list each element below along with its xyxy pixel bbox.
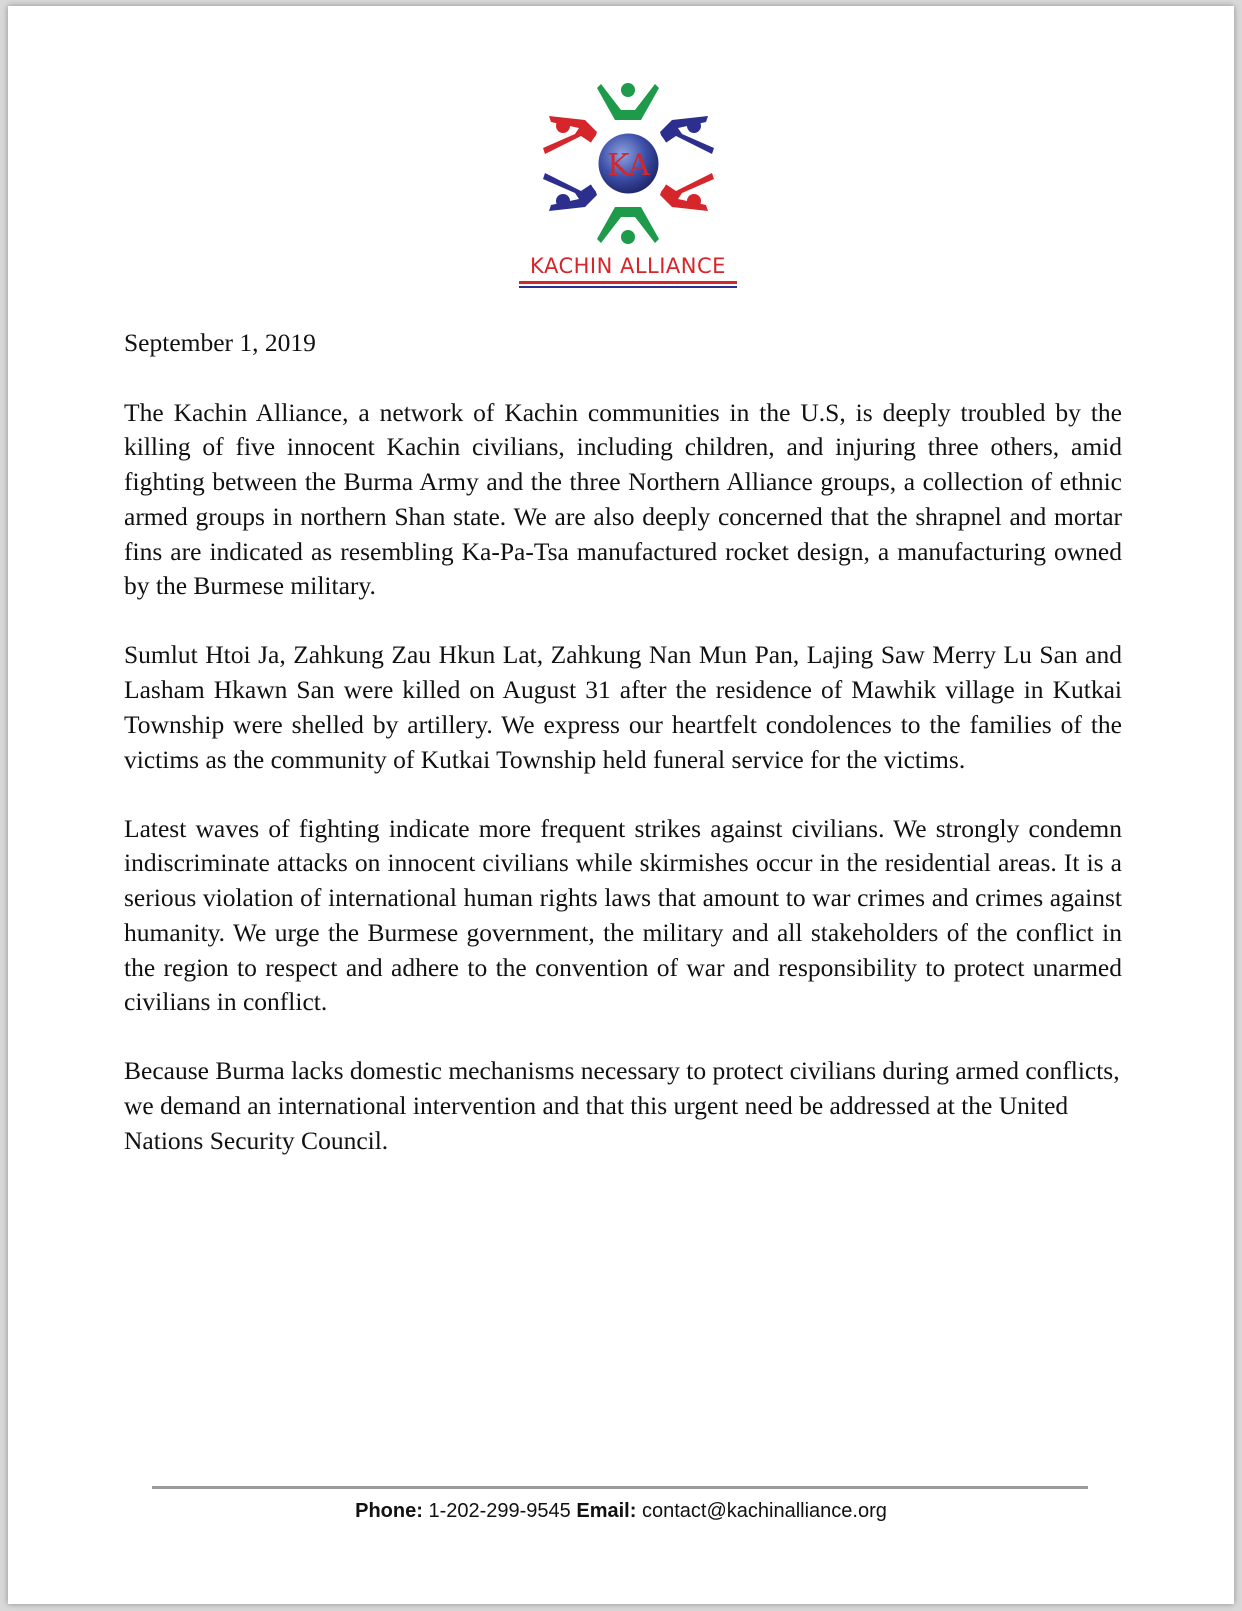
- kachin-alliance-logo: [513, 76, 743, 291]
- phone-label: Phone:: [355, 1500, 423, 1522]
- letter-page: [8, 6, 1234, 1604]
- footer-contact: [8, 1500, 1234, 1523]
- paragraph: Sumlut Htoi Ja, Zahkung Zau Hkun Lat, Zahkung Nan Mun Pan, Lajing Saw Merry Lu San and Lasham Hkawn San were killed on August 31 after the residence of Mawhik village in Kutkai Township were shelled by artillery. We express our heartfelt condolences to the families of the victims as the community of Kutkai Township held funeral service for the victims.: [124, 640, 1122, 774]
- email-address: contact@kachinalliance.org: [641, 1500, 887, 1522]
- email-label: Email:: [576, 1500, 637, 1522]
- kachin-alliance-emblem: [541, 76, 716, 251]
- paragraph: Because Burma lacks domestic mechanisms necessary to protect civilians during armed conflicts, we demand an international intervention and that this urgent need be addressed at the United Nations Security Council.: [124, 1056, 1120, 1155]
- phone-number: 1-202-299-9545: [428, 1500, 571, 1522]
- paragraph: The Kachin Alliance, a network of Kachin communities in the U.S, is deeply troubled by the killing of five innocent Kachin civilians, including children, and injuring three others, amid fighting between the Burma Army and the three Northern Alliance groups, a collection of ethnic armed groups in northern Shan state. We are also deeply concerned that the shrapnel and mortar fins are indicated as resembling Ka-Pa-Tsa manufactured rocket design, a manufacturing owned by the Burmese military.: [124, 397, 1122, 601]
- logo-underline-blue: [519, 286, 737, 288]
- logo-wordmark: KACHIN ALLIANCE: [530, 254, 726, 278]
- letter-date: September 1, 2019: [124, 328, 316, 357]
- logo-underline-red: [519, 281, 737, 284]
- letter-body: [124, 326, 1122, 1193]
- footer-divider: [152, 1486, 1088, 1489]
- logo-monogram: KA: [607, 148, 650, 183]
- paragraph: Latest waves of fighting indicate more frequent strikes against civilians. We strongly condemn indiscriminate attacks on innocent civilians while skirmishes occur in the residential areas. It is a serious violation of international human rights laws that amount to war crimes and crimes against humanity. We urge the Burmese government, the military and all stakeholders of the conflict in the region to respect and adhere to the convention of war and responsibility to protect unarmed civilians in conflict.: [124, 813, 1122, 1017]
